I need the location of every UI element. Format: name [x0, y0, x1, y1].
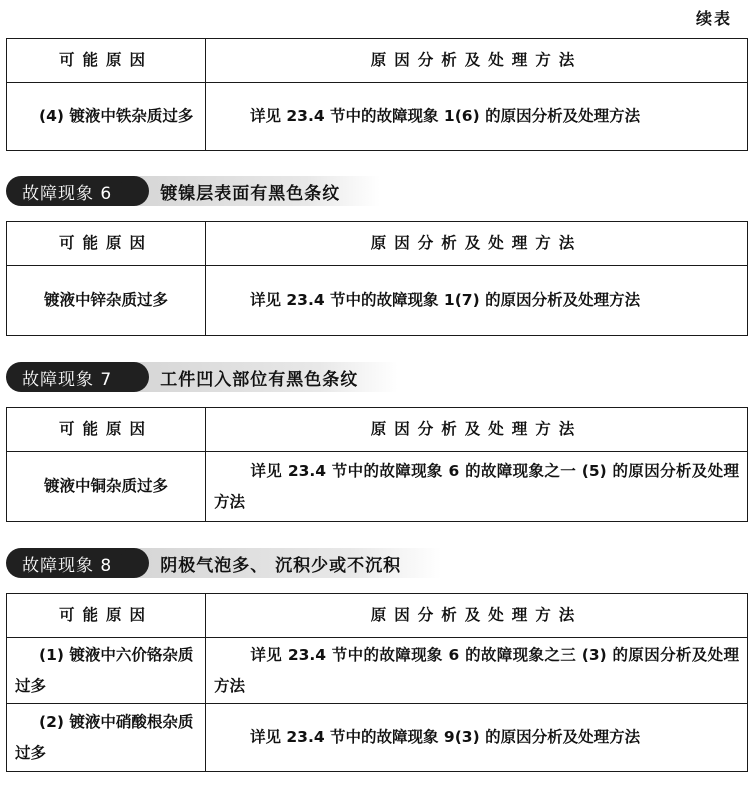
fault-title-bar	[134, 176, 380, 206]
cause-cell: (2) 镀液中硝酸根杂质过多	[7, 704, 206, 772]
fault-heading-8	[6, 546, 441, 580]
cause-cell: 镀液中铜杂质过多	[7, 452, 206, 522]
table-row	[7, 638, 748, 704]
fault-badge: 故障现象 8	[6, 548, 134, 578]
fault-title-bar	[134, 548, 441, 578]
analysis-cell: 详见 23.4 节中的故障现象 1(7) 的原因分析及处理方法	[206, 266, 748, 336]
fault-title: 工件凹入部位有黑色条纹	[160, 369, 359, 390]
header-analysis: 原因分析及处理方法	[206, 408, 748, 452]
header-cause: 可能原因	[7, 408, 206, 452]
fault-title-bar	[134, 362, 398, 392]
fault-heading-7	[6, 360, 398, 394]
fault-title: 镀镍层表面有黑色条纹	[160, 183, 341, 204]
table-fault-8	[6, 593, 748, 772]
table-header-row	[7, 39, 748, 83]
table-row	[7, 266, 748, 336]
cause-cell: (4) 镀液中铁杂质过多	[7, 83, 206, 151]
table-header-row	[7, 408, 748, 452]
header-analysis: 原因分析及处理方法	[206, 222, 748, 266]
table-fault-6	[6, 221, 748, 336]
table-fault-7	[6, 407, 748, 522]
cause-cell: 镀液中锌杂质过多	[7, 266, 206, 336]
header-analysis: 原因分析及处理方法	[206, 39, 748, 83]
table-row	[7, 704, 748, 772]
fault-heading-6	[6, 174, 380, 208]
fault-badge: 故障现象 6	[6, 176, 134, 206]
analysis-cell: 详见 23.4 节中的故障现象 1(6) 的原因分析及处理方法	[206, 83, 748, 151]
table-row	[7, 83, 748, 151]
analysis-cell: 详见 23.4 节中的故障现象 9(3) 的原因分析及处理方法	[206, 704, 748, 772]
header-cause: 可能原因	[7, 39, 206, 83]
fault-title: 阴极气泡多、 沉积少或不沉积	[160, 555, 402, 576]
analysis-cell: 详见 23.4 节中的故障现象 6 的故障现象之三 (3) 的原因分析及处理方法	[206, 638, 748, 704]
table-header-row	[7, 594, 748, 638]
continued-table-label: 续表	[695, 9, 732, 28]
header-cause: 可能原因	[7, 594, 206, 638]
header-cause: 可能原因	[7, 222, 206, 266]
table-row	[7, 452, 748, 522]
header-analysis: 原因分析及处理方法	[206, 594, 748, 638]
table-header-row	[7, 222, 748, 266]
cause-cell: (1) 镀液中六价铬杂质过多	[7, 638, 206, 704]
table-continued	[6, 38, 748, 151]
fault-badge: 故障现象 7	[6, 362, 134, 392]
analysis-cell: 详见 23.4 节中的故障现象 6 的故障现象之一 (5) 的原因分析及处理方法	[206, 452, 748, 522]
